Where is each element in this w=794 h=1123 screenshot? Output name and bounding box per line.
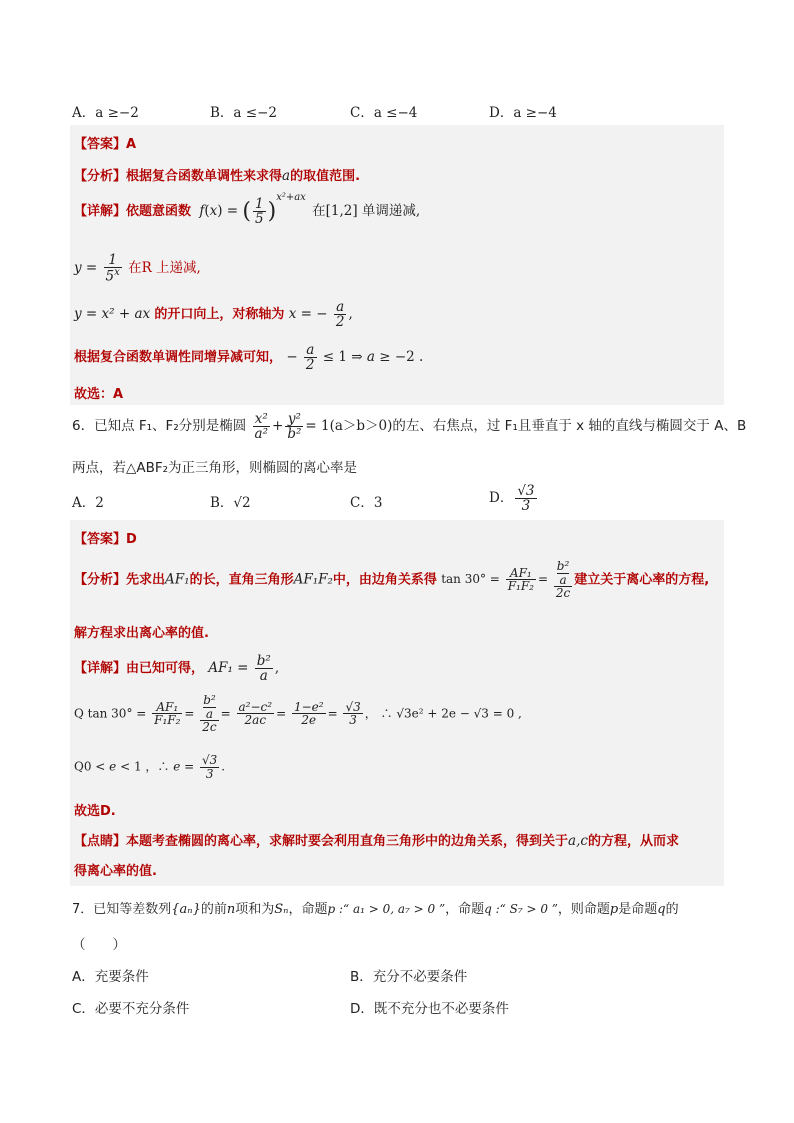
q7-n: n <box>226 902 236 917</box>
detail-text: 由已知可得， <box>126 661 205 677</box>
line2-expr: y = $\frac{1}{5^x}$ <box>74 252 120 285</box>
q7-p2: p <box>609 902 619 917</box>
q5-line3 <box>74 300 353 329</box>
q6-stem-line2: 两点，若△ABF₂为正三角形，则椭圆的离心率是 <box>72 460 358 476</box>
q6-detail-line <box>74 654 279 683</box>
q7-q: q :“ S₇ > 0 ” <box>484 902 558 916</box>
q7-stem1-f: ，则命题 <box>557 902 610 917</box>
q5-detail-line <box>74 191 421 228</box>
q5-choose: 故选：A <box>74 387 124 402</box>
comment-var: a,c <box>568 833 588 849</box>
q7-stem1-e: ，命题 <box>445 902 485 917</box>
analysis-tail: 建立关于离心率的方程, <box>574 572 710 588</box>
analysis-text: 根据复合函数单调性来求得 <box>126 169 283 184</box>
q7-option-a: A．充要条件 <box>72 969 149 985</box>
analysis-text: 先求出 <box>126 572 166 588</box>
q7-stem1-b: 的前 <box>200 902 227 917</box>
q6-option-a: A．2 <box>72 495 104 511</box>
q6-option-b: B．√2 <box>210 495 251 511</box>
comment-text1: 本题考查椭圆的离心率，求解时要会利用直角三角形中的边角关系，得到关于 <box>126 834 569 849</box>
q5-solution-block <box>70 125 724 405</box>
analysis-af: AF₁ <box>165 571 190 588</box>
q7-stem1-g: 是命题 <box>618 902 658 917</box>
line3-axis: x = − $\frac{a}{2}$ , <box>288 299 353 331</box>
q6-comment-line2: 得离心率的值. <box>74 864 157 879</box>
q6-choose: 故选D. <box>74 804 116 819</box>
q7-stem-line1 <box>72 898 679 917</box>
q7-stem1: 7．已知等差数列 <box>72 902 172 917</box>
q6-analysis-line2: 解方程求出离心率的值. <box>74 626 209 641</box>
answer-value: D <box>126 532 137 547</box>
answer-label: 【答案】 <box>74 137 127 152</box>
analysis-eq: tan 30° = $\frac{\text{AF₁}}{\text{F₁F₂}}$ = b² a 2c <box>441 559 571 601</box>
analysis-tail: 的取值范围. <box>290 169 361 184</box>
q7-seq: {aₙ} <box>171 902 201 917</box>
detail-label: 【详解】 <box>74 204 127 220</box>
q5-answer-line <box>74 133 136 152</box>
q6-option-c: C．3 <box>350 495 383 511</box>
q6-analysis-line <box>74 560 709 600</box>
analysis-label: 【分析】 <box>74 572 127 588</box>
detail-cond: 在[1,2] 单调递减, <box>312 203 421 220</box>
detail-func: f(x) = ( $\frac{1}{5}$ )$^{x^2+ax}$ <box>199 191 306 228</box>
q6-solution-block <box>70 520 724 886</box>
comment-text2: 的方程，从而求 <box>587 834 679 849</box>
q5-line2 <box>74 253 201 284</box>
line3-text: 的开口向上，对称轴为 <box>154 307 285 323</box>
q6-comment-line <box>74 830 679 849</box>
q7-paren: （ ） <box>72 937 126 953</box>
answer-value: A <box>126 137 137 152</box>
q6-answer-line <box>74 528 137 547</box>
analysis-mid2: 中，由边角关系得 <box>332 572 437 588</box>
q7-p: p :“ a₁ > 0, a₇ > 0 ” <box>327 902 446 916</box>
q7-option-c: C．必要不充分条件 <box>72 1001 190 1017</box>
q7-q2: q <box>657 902 666 917</box>
q7-stem1-h: 的 <box>665 902 679 917</box>
q6-stem1-tail: 的左、右焦点，过 F₁且垂直于 x 轴的直线与椭圆交于 A、B <box>392 418 747 435</box>
q7-stem1-d: ，命题 <box>288 902 328 917</box>
analysis-var: a <box>282 168 291 184</box>
line2-text: 在R 上递减, <box>128 259 201 276</box>
answer-label: 【答案】 <box>74 532 127 547</box>
line4-expr: − $\frac{a}{2}$ ≤ 1 ⇒ a ≥ −2 . <box>286 342 424 374</box>
detail-eq: AF₁ = $\frac{\text{b²}}{a}$ , <box>208 653 280 685</box>
q5-option-c: C．a ≤−4 <box>350 105 418 121</box>
q6-stem1: 6．已知点 F₁、F₂分别是椭圆 <box>72 418 247 435</box>
q6-detail-line2: Q tan 30° = $\frac{\text{AF₁}}{\text{F₁F₂}}$ = b² a 2c = $\frac{\text{a²−c²}}{2ac}$ = $\frac{\text{1−e²}}{2e}$ = $\frac{√3}{3}$ ， ∴ √3e² + 2e − √3 = 0 , <box>74 693 522 735</box>
q5-option-d: D．a ≥−4 <box>489 105 557 121</box>
analysis-mid: 的长，直角三角形 <box>189 572 294 588</box>
q7-option-d: D．既不充分也不必要条件 <box>350 1001 509 1017</box>
line4-text: 根据复合函数单调性同增异减可知， <box>74 350 283 366</box>
analysis-label: 【分析】 <box>74 169 127 184</box>
detail-label: 【详解】 <box>74 661 127 677</box>
q6-ellipse-eq: $\frac{\text{x²}}{\text{a²}}$ + $\frac{\text{y²}}{\text{b²}}$ = 1(a＞b＞0) <box>254 411 393 443</box>
q6-stem-line1 <box>72 412 746 441</box>
q7-s: Sₙ <box>274 902 289 917</box>
line3-expr: y = x² + ax <box>74 306 151 323</box>
q6-detail-line3: Q0 < e < 1 ，∴ e = $\frac{√3}{3}$ . <box>74 753 226 781</box>
q6-option-d: D． $\frac{√3}{3}$ <box>489 483 535 515</box>
q5-option-b: B．a ≤−2 <box>210 105 277 121</box>
q7-option-b: B．充分不必要条件 <box>350 969 468 985</box>
detail-text: 依题意函数 <box>126 204 192 220</box>
q7-stem1-c: 项和为 <box>235 902 275 917</box>
comment-label: 【点睛】 <box>74 834 127 849</box>
q5-analysis-line <box>74 165 360 184</box>
q5-option-a: A．a ≥−2 <box>72 105 139 121</box>
analysis-tri: AF₁F₂ <box>293 571 333 588</box>
q5-line4 <box>74 343 423 372</box>
